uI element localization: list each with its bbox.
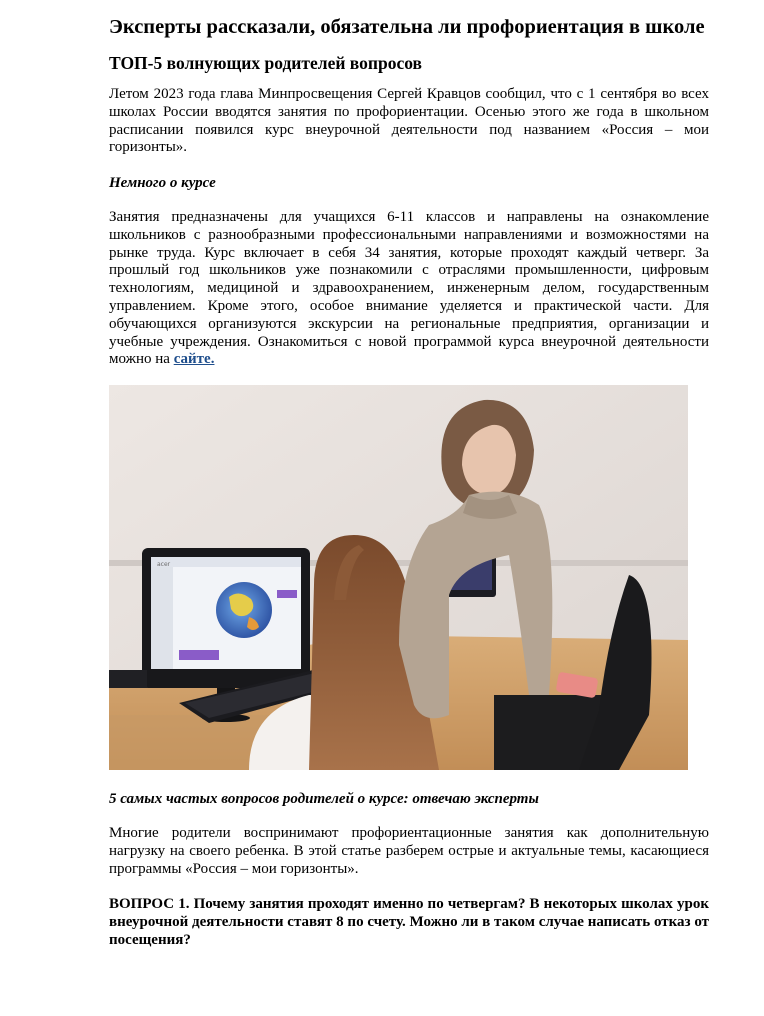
intro-paragraph: Летом 2023 года глава Минпросвещения Сергей Кравцов сообщил, что с 1 сентября во всех школах России вводятся занятия по профориентации. Осенью этого же года в школьном расписании появился курс внеурочной деятельности под названием «Россия – мои горизонты». <box>109 86 709 156</box>
question-1: ВОПРОС 1. Почему занятия проходят именно по четвергам? В некоторых школах урок внеурочной деятельности ставят 8 по счету. Можно ли в таком случае написать отказ от посещения? <box>109 896 709 948</box>
questions-heading: 5 самых частых вопросов родителей о курсе: отвечаю эксперты <box>109 791 539 807</box>
classroom-photo <box>109 385 688 770</box>
monitor-brand: acer <box>157 561 171 568</box>
site-link[interactable]: сайте. <box>173 351 215 368</box>
questions-paragraph: Многие родители воспринимают профориентационные занятия как дополнительную нагрузку на своего ребенка. В этой статье разберем острые и актуальные темы, касающиеся программы «Россия – мои горизонты». <box>109 825 709 877</box>
course-heading: Немного о курсе <box>109 175 216 191</box>
article-subtitle: ТОП-5 волнующих родителей вопросов <box>109 53 422 73</box>
article-title: Эксперты рассказали, обязательна ли профориентация в школе <box>109 16 705 38</box>
course-paragraph <box>109 209 709 369</box>
course-text: Занятия предназначены для учащихся 6-11 классов и направлены на ознакомление школьников с разнообразными профессиональными направлениями и возможностями на рынке труда. Курс включает в себя 34 занятия, которые проходят каждый четверг. За прошлый год школьников уже познакомили с отраслями промышленности, цифровым технологиям, медициной и здравоохранением, инженерным делом, государственным управлением. Кроме этого, особое внимание уделяется и практической части. Для обучающихся организуются экскурсии на региональные предприятия, организации и учебные учреждения. Ознакомиться с новой программой курса внеурочной деятельности можно на <box>109 209 709 368</box>
